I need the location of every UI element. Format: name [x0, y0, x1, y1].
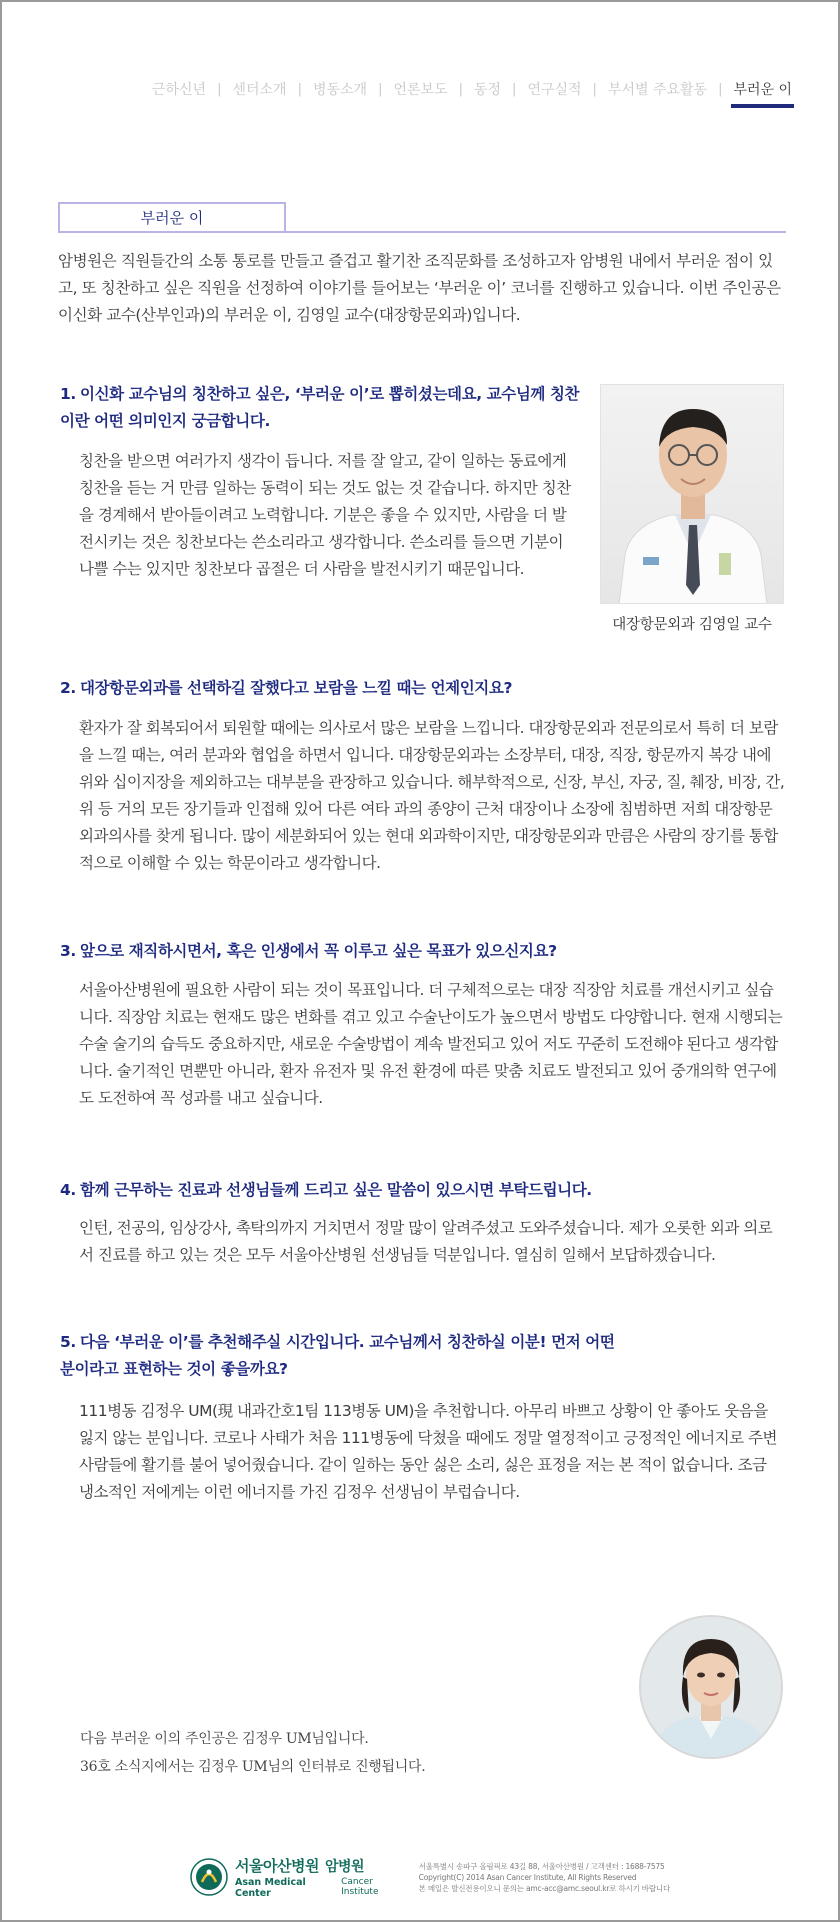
footer-info [419, 1861, 670, 1894]
logo-korean-name: 서울아산병원 [235, 1857, 319, 1875]
next-person-portrait-image [641, 1617, 781, 1757]
nav-item-center-intro[interactable]: 센터소개 [232, 82, 287, 98]
nav-separator: | [718, 81, 723, 97]
nav-item-ward-intro[interactable]: 병동소개 [312, 82, 368, 98]
question-3 [60, 938, 780, 965]
footer-contact: 본 메일은 발신전용이오니 문의는 amc-acc@amc.seoul.kr로 하시기 바랍니다 [418, 1883, 670, 1893]
answer-1: 칭찬을 받으면 여러가지 생각이 듭니다. 저를 잘 알고, 같이 일하는 동료에게 칭찬을 듣는 거 만큼 일하는 동력이 되는 것도 없는 것 같습니다. 하지만 칭찬을 경계해서 받아들이려고 노력합니다. 기분은 좋을 수 있지만, 사람을 더 발전시키는 것은 칭찬보다는 쓴소리라고 생각합니다. 쓴소리를 들으면 기분이 나쁠 수는 있지만 칭찬보다 곱절은 더 사람을 발전시키기 때문입니다. [79, 452, 571, 578]
next-person-photo [639, 1615, 783, 1759]
section-title: 부러운 이 [58, 202, 286, 233]
footer-copyright: Copyright(C) 2014 Asan Cancer Institute, All Rights Reserved [418, 1872, 637, 1882]
question-2 [60, 675, 780, 702]
answer-5: 111병동 김정우 UM(現 내과간호1팀 113병동 UM)을 추천합니다. 아무리 바쁘고 상황이 안 좋아도 웃음을 잃지 않는 분입니다. 코로나 사태가 처음 111병동에 닥쳤을 때에도 정말 열정적이고 긍정적인 에너지로 주변사람들에 활기를 불어 넣어줬습니다. 같이 일하는 동안 싫은 소리, 싫은 표정을 저는 본 적이 없습니다. 조금 냉소적인 저에게는 이런 에너지를 가진 김정우 선생님이 부럽습니다. [79, 1402, 777, 1501]
logo-korean-sub: 암병원 [324, 1859, 365, 1875]
footer-address: 서울특별시 송파구 올림픽로 43길 88, 서울아산병원 / 고객센터 : 1688-7575 [418, 1861, 665, 1871]
question-4 [60, 1177, 780, 1204]
question-text: 함께 근무하는 진료과 선생님들께 드리고 싶은 말씀이 있으시면 부탁드립니다. [80, 1181, 592, 1199]
question-5 [60, 1329, 620, 1383]
next-notice-line-1: 다음 부러운 이의 주인공은 김정우 UM님입니다. [80, 1731, 369, 1747]
nav-item-envied-one[interactable]: 부러운 이 [733, 79, 792, 99]
nav-separator: | [378, 81, 383, 97]
professor-photo-caption: 대장항문외과 김영일 교수 [612, 617, 772, 633]
nav-item-press[interactable]: 언론보도 [393, 82, 448, 98]
hospital-logo-icon[interactable] [190, 1858, 228, 1896]
logo-english-sub: Cancer Institute [341, 1877, 379, 1897]
question-1 [60, 381, 580, 435]
answer-3: 서울아산병원에 필요한 사람이 되는 것이 목표입니다. 더 구체적으로는 대장 직장암 치료를 개선시키고 싶습니다. 직장암 치료는 현재도 많은 변화를 겪고 있고 수술난이도가 높으면서 방법도 다양합니다. 현재 시행되는 수술 술기의 습득도 중요하지만, 새로운 수술방법이 계속 발전되고 있어 저도 꾸준히 도전해야 된다고 생각합니다. 술기적인 면뿐만 아니라, 환자 유전자 및 유전 환경에 따른 맞춤 치료도 발전되고 있어 중개의학 연구에도 도전하여 꼭 성과를 내고 싶습니다. [79, 981, 783, 1107]
top-nav [152, 79, 792, 99]
question-text: 다음 ‘부러운 이’를 추천해주실 시간입니다. 교수님께서 칭찬하실 이분! 먼저 어떤 분이라고 표현하는 것이 좋을까요? [60, 1333, 615, 1378]
nav-separator: | [458, 81, 463, 97]
nav-item-research[interactable]: 연구실적 [527, 82, 582, 98]
question-number: 3. [60, 942, 76, 960]
nav-separator: | [512, 81, 517, 97]
question-number: 1. [60, 385, 76, 403]
question-number: 4. [60, 1181, 76, 1199]
nav-item-department-activities[interactable]: 부서별 주요활동 [607, 82, 708, 98]
question-number: 5. [60, 1333, 76, 1351]
hospital-logo-text[interactable] [235, 1855, 407, 1899]
footer [190, 1855, 670, 1899]
next-interview-notice [80, 1725, 425, 1781]
section-header [58, 202, 786, 233]
logo-english-name: Asan Medical Center [235, 1877, 306, 1899]
nav-separator: | [592, 81, 597, 97]
question-text: 앞으로 재직하시면서, 혹은 인생에서 꼭 이루고 싶은 목표가 있으신지요? [80, 942, 557, 960]
section-divider [58, 231, 786, 233]
professor-portrait-image [601, 385, 784, 604]
question-text: 이신화 교수님의 칭찬하고 싶은, ‘부러운 이’로 뽑히셨는데요, 교수님께 칭찬이란 어떤 의미인지 궁금합니다. [60, 385, 580, 430]
answer-4: 인턴, 전공의, 임상강사, 촉탁의까지 거치면서 정말 많이 알려주셨고 도와주셨습니다. 제가 오롯한 외과 의로서 진료를 하고 있는 것은 모두 서울아산병원 선생님들 덕분입니다. 열심히 일해서 보답하겠습니다. [79, 1219, 773, 1264]
next-notice-line-2: 36호 소식지에서는 김정우 UM님의 인터뷰로 진행됩니다. [80, 1759, 426, 1775]
section-intro: 암병원은 직원들간의 소통 통로를 만들고 즐겁고 활기찬 조직문화를 조성하고자 암병원 내에서 부러운 점이 있고, 또 칭찬하고 싶은 직원을 선정하여 이야기를 들어보는 ‘부러운 이’ 코너를 진행하고 있습니다. 이번 주인공은 이신화 교수(산부인과)의 부러운 이, 김영일 교수(대장항문외과)입니다. [58, 252, 781, 324]
nav-item-newyear[interactable]: 근하신년 [151, 82, 207, 98]
professor-photo [600, 384, 784, 604]
nav-item-news[interactable]: 동정 [473, 82, 502, 98]
answer-2: 환자가 잘 회복되어서 퇴원할 때에는 의사로서 많은 보람을 느낍니다. 대장항문외과 전문의로서 특히 더 보람을 느낄 때는, 여러 분과와 협업을 하면서 입니다. 대장항문외과는 소장부터, 대장, 직장, 항문까지 복강 내에 위와 십이지장을 제외하고는 대부분을 관장하고 있습니다. 해부학적으로, 신장, 부신, 자궁, 질, 췌장, 비장, 간, 위 등 거의 모든 장기들과 인접해 있어 다른 여타 과의 종양이 근처 대장이나 소장에 침범하면 저희 대장항문외과의사를 찾게 됩니다. 많이 세분화되어 있는 현대 외과학이지만, 대장항문외과 만큼은 사람의 장기를 통합적으로 이해할 수 있는 학문이라고 생각합니다. [79, 719, 785, 872]
nav-separator: | [217, 81, 222, 97]
nav-separator: | [297, 81, 302, 97]
question-number: 2. [60, 679, 76, 697]
question-text: 대장항문외과를 선택하길 잘했다고 보람을 느낄 때는 언제인지요? [80, 679, 513, 697]
